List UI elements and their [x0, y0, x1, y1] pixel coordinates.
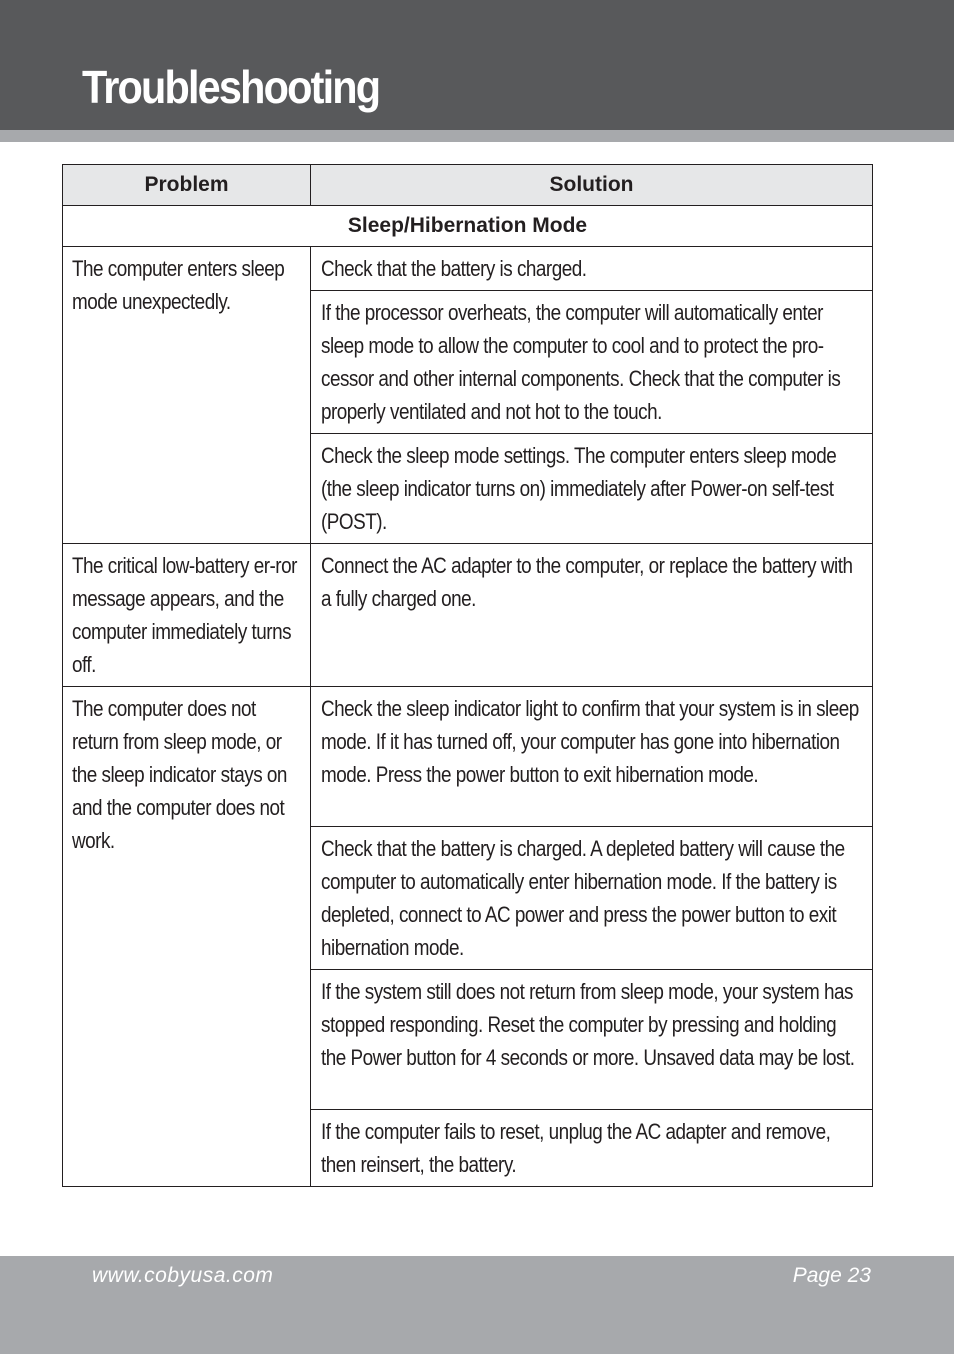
troubleshooting-table: [62, 164, 873, 1187]
table-row: [63, 544, 873, 687]
solution-text: Check that the battery is charged.: [321, 256, 587, 281]
solution-text: Connect the AC adapter to the computer, or replace the battery with a fully charged one.: [321, 553, 853, 611]
solution-text: Check the sleep mode settings. The computer enters sleep mode (the sleep indicator turns on) immediately after Power-on self-test (POST).: [321, 443, 837, 534]
problem-cell: [63, 544, 311, 687]
solution-column-header: Solution: [311, 165, 873, 206]
solution-text: If the system still does not return from sleep mode, your system has stopped responding. Reset the computer by pressing and holding the Power button for 4 seconds or more. Unsaved data may be lost.: [321, 979, 855, 1070]
problem-text: The computer enters sleep mode unexpectedly.: [72, 256, 285, 314]
page-title: Troubleshooting: [82, 61, 380, 113]
problem-text: The computer does not return from sleep mode, or the sleep indicator stays on and the computer does not work.: [72, 696, 287, 853]
solution-cell: [311, 827, 873, 970]
section-title: Sleep/Hibernation Mode: [63, 206, 873, 247]
solution-cell: [311, 687, 873, 827]
problem-cell: [63, 247, 311, 544]
table-row: [63, 687, 873, 827]
solution-text: If the computer fails to reset, unplug the AC adapter and remove, then reinsert, the battery.: [321, 1119, 831, 1177]
solution-cell: [311, 291, 873, 434]
solution-text: If the processor overheats, the computer will automatically enter sleep mode to allow the computer to cool and to protect the pro-cessor and other internal components. Check that the computer is properly ventilated and not hot to the touch.: [321, 300, 841, 424]
page-number: Page 23: [792, 1264, 871, 1287]
solution-cell: [311, 544, 873, 687]
solution-text: Check that the battery is charged. A depleted battery will cause the computer to automatically enter hibernation mode. If the battery is depleted, connect to AC power and press the power button to exit hibernation mode.: [321, 836, 845, 960]
section-row: [63, 206, 873, 247]
footer-url[interactable]: www.cobyusa.com: [92, 1264, 274, 1287]
table-header-row: [63, 165, 873, 206]
table-row: [63, 247, 873, 291]
problem-column-header: Problem: [63, 165, 311, 206]
problem-cell: [63, 687, 311, 1187]
solution-text: Check the sleep indicator light to confirm that your system is in sleep mode. If it has turned off, your computer has gone into hibernation mode. Press the power button to exit hibernation mode.: [321, 696, 859, 787]
problem-text: The critical low-battery er-ror message appears, and the computer immediately turns off.: [72, 553, 297, 677]
solution-cell: [311, 970, 873, 1110]
solution-cell: [311, 1110, 873, 1187]
solution-cell: [311, 434, 873, 544]
header-rule: [0, 130, 954, 142]
solution-cell: [311, 247, 873, 291]
